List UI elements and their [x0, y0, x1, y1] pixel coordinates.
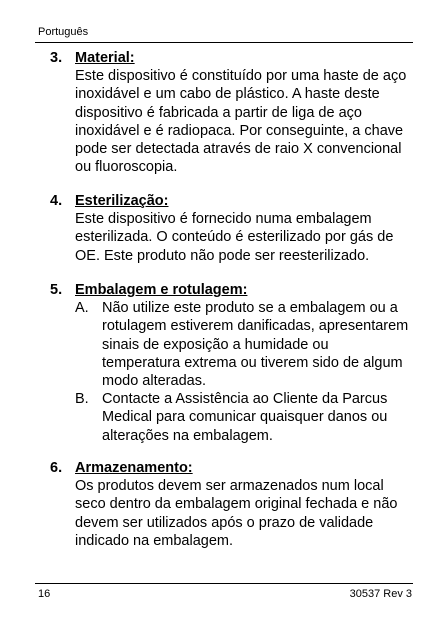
section-title: Embalagem e rotulagem: — [75, 282, 248, 298]
page-number: 16 — [38, 588, 51, 600]
header-language: Português — [38, 26, 89, 38]
list-item — [75, 390, 410, 445]
section-title: Armazenamento: — [75, 460, 193, 476]
header-divider — [35, 42, 413, 43]
section-title: Esterilização: — [75, 193, 169, 209]
list-item-letter: B. — [75, 391, 89, 408]
section-number: 4. — [50, 193, 63, 209]
section-number: 6. — [50, 460, 63, 476]
section-number: 3. — [50, 50, 63, 66]
list-item-text: Contacte a Assistência ao Cliente da Parcus Medical para comunicar quaisquer danos ou alterações na embalagem. — [102, 391, 388, 444]
list-item — [75, 299, 410, 390]
document-code: 30537 Rev 3 — [349, 588, 412, 600]
list-item-letter: A. — [75, 300, 89, 317]
section-sterilization — [50, 192, 410, 265]
section-material — [50, 49, 410, 176]
section-storage — [50, 459, 410, 550]
section-title: Material: — [75, 50, 135, 66]
section-number: 5. — [50, 282, 63, 298]
section-packaging-labeling — [50, 281, 410, 445]
section-text: Os produtos devem ser armazenados num local seco dentro da embalagem original fechada e não devem ser utilizados após o prazo de validade indicado na embalagem. — [75, 478, 398, 549]
section-text: Este dispositivo é fornecido numa embalagem esterilizada. O conteúdo é esterilizado por gás de OE. Este produto não pode ser reesterilizado. — [75, 211, 394, 264]
list-item-text: Não utilize este produto se a embalagem ou a rotulagem estiverem danificadas, apresentarem sinais de exposição a humidade ou temperatura extrema ou tiverem sido de algum modo alteradas. — [102, 300, 409, 390]
footer-divider — [35, 583, 413, 584]
section-text: Este dispositivo é constituído por uma haste de aço inoxidável e um cabo de plástico. A haste deste dispositivo é fabricada a partir de liga de aço inoxidável e é radiopaca. Por conseguinte, a chave pode ser detectada através de raio X convencional ou fluoroscopia. — [75, 68, 407, 176]
